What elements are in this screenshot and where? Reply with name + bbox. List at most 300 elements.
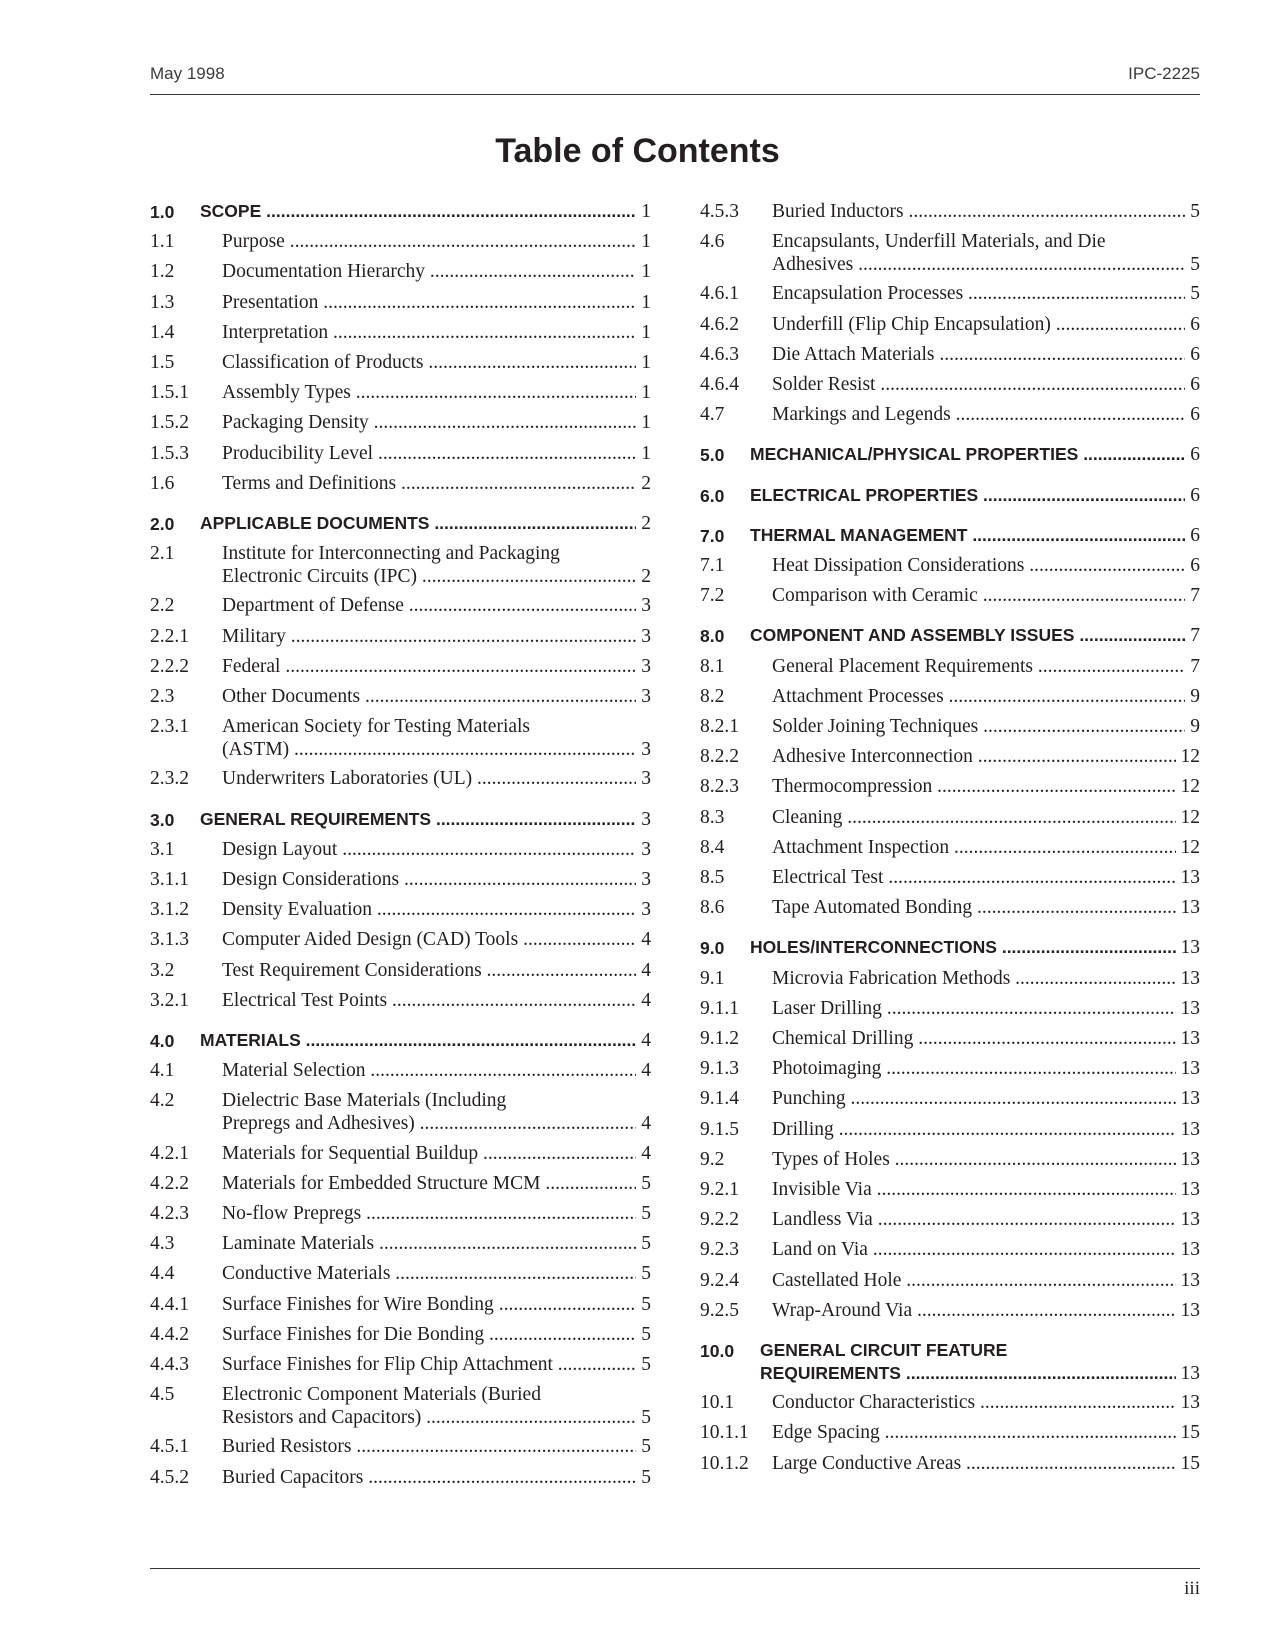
toc-entry-title: ELECTRICAL PROPERTIES ..... bbox=[750, 484, 1185, 507]
toc-entry-page: 9 bbox=[1190, 685, 1200, 707]
toc-entry-page: 1 bbox=[641, 261, 651, 283]
toc-entry-title: Surface Finishes for Wire Bonding ..... bbox=[222, 1293, 636, 1316]
toc-entry[interactable] bbox=[150, 1466, 651, 1489]
toc-entry[interactable] bbox=[150, 1232, 651, 1255]
toc-entry-page: 13 bbox=[1180, 1179, 1200, 1200]
toc-entry-page: 13 bbox=[1180, 1299, 1200, 1321]
toc-entry-title: Laser Drilling ..... bbox=[772, 997, 1176, 1020]
toc-entry-page: 13 bbox=[1180, 1028, 1200, 1049]
toc-entry[interactable] bbox=[700, 866, 1200, 889]
toc-entry[interactable] bbox=[150, 230, 651, 253]
toc-entry-number: 4.2.2 bbox=[150, 1172, 189, 1194]
toc-entry-page: 3 bbox=[641, 655, 651, 677]
toc-entry-title: Die Attach Materials ..... bbox=[772, 343, 1185, 366]
toc-entry[interactable] bbox=[700, 745, 1200, 768]
toc-entry-page: 5 bbox=[641, 1407, 651, 1429]
page-title: Table of Contents bbox=[495, 132, 780, 170]
toc-entry[interactable] bbox=[700, 1148, 1200, 1171]
toc-entry-page: 5 bbox=[641, 1323, 651, 1345]
toc-entry[interactable] bbox=[150, 1293, 651, 1316]
toc-entry-page: 4 bbox=[641, 989, 651, 1011]
toc-entry-title: Large Conductive Areas ..... bbox=[772, 1452, 1176, 1475]
toc-entry-title bbox=[222, 715, 636, 761]
toc-entry[interactable] bbox=[700, 1178, 1200, 1201]
toc-entry-number: 2.0 bbox=[150, 514, 175, 534]
toc-entry[interactable] bbox=[150, 594, 651, 617]
toc-entry-number: 4.0 bbox=[150, 1031, 175, 1051]
toc-entry-title: APPLICABLE DOCUMENTS ..... bbox=[200, 512, 636, 535]
toc-entry-page: 4 bbox=[641, 1030, 651, 1051]
toc-entry[interactable] bbox=[700, 655, 1200, 678]
toc-entry[interactable] bbox=[150, 1142, 651, 1165]
toc-entry-page: 6 bbox=[1190, 313, 1200, 335]
toc-entry-title bbox=[772, 230, 1185, 276]
toc-entry[interactable] bbox=[150, 321, 651, 344]
toc-entry-title-line: Adhesives ..... bbox=[772, 253, 1185, 276]
toc-entry-number: 9.1.5 bbox=[700, 1118, 739, 1140]
toc-entry[interactable] bbox=[700, 1238, 1200, 1261]
toc-entry-number: 2.2.1 bbox=[150, 625, 189, 647]
toc-entry-page: 1 bbox=[641, 321, 651, 343]
toc-entry-number: 2.1 bbox=[150, 543, 175, 565]
toc-entry[interactable] bbox=[150, 381, 651, 404]
toc-entry-title: Documentation Hierarchy ..... bbox=[222, 260, 636, 283]
toc-entry-page: 13 bbox=[1180, 897, 1200, 919]
toc-entry-page: 13 bbox=[1180, 1058, 1200, 1080]
header-rule bbox=[150, 94, 1200, 95]
toc-entry[interactable] bbox=[150, 542, 651, 588]
toc-section-heading[interactable] bbox=[150, 200, 651, 223]
toc-entry[interactable] bbox=[150, 291, 651, 314]
toc-entry-title: Buried Resistors ..... bbox=[222, 1435, 636, 1458]
toc-entry[interactable] bbox=[150, 625, 651, 648]
toc-entry-title: Microvia Fabrication Methods ..... bbox=[772, 967, 1176, 990]
toc-entry[interactable] bbox=[700, 403, 1200, 426]
toc-entry-number: 6.0 bbox=[700, 485, 725, 506]
toc-entry-number: 9.1 bbox=[700, 967, 725, 989]
toc-entry-page: 5 bbox=[1190, 201, 1200, 222]
toc-entry-number: 9.2.4 bbox=[700, 1269, 739, 1291]
toc-entry-page: 13 bbox=[1180, 1392, 1200, 1414]
toc-entry-page: 1 bbox=[641, 442, 651, 464]
toc-entry-number: 4.6.1 bbox=[700, 283, 739, 305]
toc-entry-number: 8.4 bbox=[700, 836, 725, 858]
toc-entry-number: 3.1.2 bbox=[150, 899, 189, 921]
toc-entry-title: Adhesive Interconnection ..... bbox=[772, 745, 1176, 768]
header-date: May 1998 bbox=[150, 64, 225, 83]
toc-entry-number: 8.2.1 bbox=[700, 716, 739, 737]
toc-entry-number: 4.4.1 bbox=[150, 1293, 189, 1315]
toc-entry[interactable] bbox=[700, 1087, 1200, 1110]
toc-entry-page: 4 bbox=[641, 1142, 651, 1164]
toc-entry-page: 5 bbox=[641, 1263, 651, 1285]
toc-entry-page: 5 bbox=[641, 1172, 651, 1194]
toc-entry-title: Underwriters Laboratories (UL) ..... bbox=[222, 767, 636, 790]
toc-entry-page: 5 bbox=[641, 1203, 651, 1224]
toc-entry-title: General Placement Requirements ..... bbox=[772, 655, 1185, 678]
toc-entry[interactable] bbox=[700, 200, 1200, 223]
toc-entry[interactable] bbox=[150, 989, 651, 1012]
toc-entry-title: Solder Resist ..... bbox=[772, 373, 1185, 396]
toc-entry-number: 8.5 bbox=[700, 867, 725, 888]
toc-entry-title bbox=[222, 1089, 636, 1135]
toc-entry-title: Assembly Types ..... bbox=[222, 381, 636, 404]
toc-entry[interactable] bbox=[700, 1208, 1200, 1231]
toc-entry-number: 9.0 bbox=[700, 938, 725, 959]
toc-entry-number: 10.1.2 bbox=[700, 1452, 749, 1474]
toc-entry-page: 1 bbox=[641, 291, 651, 313]
toc-entry-title: Packaging Density ..... bbox=[222, 411, 636, 434]
toc-entry-title: Attachment Processes ..... bbox=[772, 685, 1185, 708]
toc-entry[interactable] bbox=[700, 1421, 1200, 1444]
toc-entry-page: 13 bbox=[1180, 867, 1200, 888]
toc-entry-page: 15 bbox=[1180, 1452, 1200, 1474]
toc-entry-number: 9.2 bbox=[700, 1148, 725, 1170]
toc-entry-number: 8.0 bbox=[700, 626, 725, 647]
toc-entry-title: Terms and Definitions ..... bbox=[222, 472, 636, 495]
toc-entry-title: Materials for Sequential Buildup ..... bbox=[222, 1142, 636, 1165]
toc-entry[interactable] bbox=[150, 1059, 651, 1082]
toc-entry-title: Tape Automated Bonding ..... bbox=[772, 896, 1176, 919]
toc-entry[interactable] bbox=[150, 959, 651, 982]
toc-section-heading[interactable] bbox=[700, 443, 1200, 466]
toc-entry-number: 1.6 bbox=[150, 472, 175, 494]
toc-entry-title: MECHANICAL/PHYSICAL PROPERTIES ..... bbox=[750, 443, 1185, 466]
toc-entry-title: Computer Aided Design (CAD) Tools ..... bbox=[222, 928, 636, 951]
toc-entry-page: 3 bbox=[641, 739, 651, 761]
toc-section-heading[interactable] bbox=[150, 1029, 651, 1052]
toc-entry-title: Surface Finishes for Flip Chip Attachment ..... bbox=[222, 1353, 636, 1376]
toc-entry-page: 12 bbox=[1180, 746, 1200, 768]
toc-entry-title: Heat Dissipation Considerations ..... bbox=[772, 554, 1185, 577]
toc-entry[interactable] bbox=[700, 554, 1200, 577]
toc-entry[interactable] bbox=[150, 1383, 651, 1429]
toc-entry-title: SCOPE ..... bbox=[200, 200, 636, 223]
toc-entry[interactable] bbox=[150, 868, 651, 891]
toc-entry-title: Solder Joining Techniques ..... bbox=[772, 715, 1185, 738]
toc-entry[interactable] bbox=[150, 1262, 651, 1285]
toc-entry-number: 9.2.5 bbox=[700, 1299, 739, 1321]
toc-section-heading[interactable] bbox=[700, 524, 1200, 547]
toc-entry-page: 6 bbox=[1190, 343, 1200, 365]
toc-entry[interactable] bbox=[700, 806, 1200, 829]
toc-entry-page: 5 bbox=[641, 1466, 651, 1488]
toc-entry-title: Material Selection ..... bbox=[222, 1059, 636, 1082]
toc-entry-title: Drilling ..... bbox=[772, 1118, 1176, 1141]
toc-entry-title: Materials for Embedded Structure MCM ..... bbox=[222, 1172, 636, 1195]
toc-entry-number: 9.1.2 bbox=[700, 1028, 739, 1049]
toc-entry-title: Cleaning ..... bbox=[772, 806, 1176, 829]
toc-entry-title-line: American Society for Testing Materials bbox=[222, 716, 531, 738]
toc-entry-title: Attachment Inspection ..... bbox=[772, 836, 1176, 859]
toc-entry-page: 4 bbox=[641, 959, 651, 981]
toc-entry[interactable] bbox=[700, 584, 1200, 607]
toc-entry-page: 5 bbox=[641, 1436, 651, 1458]
toc-entry-page: 3 bbox=[641, 899, 651, 921]
toc-entry-title: Department of Defense ..... bbox=[222, 594, 636, 617]
toc-entry-page: 6 bbox=[1190, 555, 1200, 576]
toc-entry-title: Test Requirement Considerations ..... bbox=[222, 959, 636, 982]
toc-entry-page: 7 bbox=[1190, 625, 1200, 647]
toc-entry-number: 7.2 bbox=[700, 585, 725, 607]
toc-entry-number: 4.1 bbox=[150, 1060, 175, 1082]
toc-entry[interactable] bbox=[150, 1089, 651, 1135]
toc-entry-title: Buried Inductors ..... bbox=[772, 200, 1185, 223]
toc-entry-number: 5.0 bbox=[700, 445, 725, 466]
toc-entry-number: 1.3 bbox=[150, 291, 175, 313]
toc-entry-page: 1 bbox=[641, 412, 651, 434]
toc-entry-number: 4.4 bbox=[150, 1263, 175, 1285]
toc-entry-page: 3 bbox=[641, 808, 651, 830]
toc-entry-page: 2 bbox=[641, 513, 651, 534]
toc-entry-title: Design Considerations ..... bbox=[222, 868, 636, 891]
toc-entry-number: 3.2 bbox=[150, 959, 175, 981]
toc-entry[interactable] bbox=[700, 1269, 1200, 1292]
toc-entry[interactable] bbox=[700, 373, 1200, 396]
toc-entry[interactable] bbox=[150, 928, 651, 951]
toc-entry-title: Interpretation ..... bbox=[222, 321, 636, 344]
toc-entry-page: 3 bbox=[641, 869, 651, 890]
toc-entry-title-line: Electronic Circuits (IPC) ..... bbox=[222, 565, 636, 588]
toc-entry-page: 7 bbox=[1190, 655, 1200, 677]
toc-entry-number: 4.5.1 bbox=[150, 1436, 189, 1458]
toc-entry-title: GENERAL REQUIREMENTS ..... bbox=[200, 808, 636, 831]
toc-entry-number: 2.3.1 bbox=[150, 716, 189, 738]
toc-entry-page: 15 bbox=[1180, 1422, 1200, 1444]
toc-entry-title: Buried Capacitors ..... bbox=[222, 1466, 636, 1489]
toc-entry-number: 2.3 bbox=[150, 686, 175, 707]
toc-entry-page: 5 bbox=[641, 1354, 651, 1375]
toc-entry-page: 3 bbox=[641, 595, 651, 617]
toc-section-heading[interactable] bbox=[150, 512, 651, 535]
toc-section-heading[interactable] bbox=[700, 484, 1200, 507]
toc-entry[interactable] bbox=[150, 767, 651, 790]
toc-entry-page: 13 bbox=[1180, 1148, 1200, 1170]
toc-entry-page: 6 bbox=[1190, 524, 1200, 546]
toc-entry-title: Laminate Materials ..... bbox=[222, 1232, 636, 1255]
toc-entry-number: 1.4 bbox=[150, 321, 175, 343]
toc-entry[interactable] bbox=[150, 351, 651, 374]
toc-entry-page: 6 bbox=[1190, 374, 1200, 395]
toc-entry-number: 2.2 bbox=[150, 595, 175, 617]
toc-entry-title: Conductive Materials ..... bbox=[222, 1262, 636, 1285]
toc-entry-title: Land on Via ..... bbox=[772, 1238, 1176, 1261]
toc-entry-number: 3.1 bbox=[150, 838, 175, 860]
toc-entry-number: 2.2.2 bbox=[150, 655, 189, 677]
toc-entry[interactable] bbox=[700, 775, 1200, 798]
toc-entry-page: 5 bbox=[641, 1233, 651, 1255]
toc-entry-title-line: Electronic Component Materials (Buried bbox=[222, 1384, 541, 1406]
toc-section-heading[interactable] bbox=[700, 624, 1200, 647]
toc-entry[interactable] bbox=[150, 685, 651, 708]
toc-entry-page: 13 bbox=[1180, 1209, 1200, 1231]
toc-entry-number: 8.2.3 bbox=[700, 776, 739, 798]
toc-entry[interactable] bbox=[700, 1027, 1200, 1050]
toc-entry-page: 5 bbox=[1190, 283, 1200, 305]
toc-entry-title: Military ..... bbox=[222, 625, 636, 648]
toc-entry-number: 4.2 bbox=[150, 1090, 175, 1112]
toc-entry-number: 4.2.1 bbox=[150, 1142, 189, 1164]
toc-entry-number: 4.4.3 bbox=[150, 1354, 189, 1375]
toc-entry-title-line: Dielectric Base Materials (Including bbox=[222, 1090, 507, 1112]
toc-entry-number: 4.5 bbox=[150, 1384, 175, 1406]
toc-entry-title-line: Encapsulants, Underfill Materials, and Die bbox=[772, 231, 1106, 253]
toc-entry[interactable] bbox=[150, 1353, 651, 1376]
toc-entry[interactable] bbox=[700, 967, 1200, 990]
toc-entry-number: 1.5.2 bbox=[150, 412, 189, 434]
toc-entry-title bbox=[760, 1339, 1176, 1385]
toc-entry-title: Purpose ..... bbox=[222, 230, 636, 253]
toc-entry-page: 7 bbox=[1190, 585, 1200, 607]
toc-entry-page: 2 bbox=[641, 566, 651, 588]
toc-entry-title: Thermocompression ..... bbox=[772, 775, 1176, 798]
toc-entry-title: Markings and Legends ..... bbox=[772, 403, 1185, 426]
toc-entry-title: Punching ..... bbox=[772, 1087, 1176, 1110]
toc-entry[interactable] bbox=[700, 715, 1200, 738]
toc-entry-title: Encapsulation Processes ..... bbox=[772, 282, 1185, 305]
toc-entry-number: 3.0 bbox=[150, 809, 175, 830]
toc-entry-title: Surface Finishes for Die Bonding ..... bbox=[222, 1323, 636, 1346]
toc-entry-page: 4 bbox=[641, 929, 651, 951]
toc-entry[interactable] bbox=[150, 260, 651, 283]
toc-entry[interactable] bbox=[700, 343, 1200, 366]
toc-entry-page: 5 bbox=[1190, 254, 1200, 276]
toc-entry-title: Underfill (Flip Chip Encapsulation) ..... bbox=[772, 313, 1185, 336]
toc-entry-number: 4.6.4 bbox=[700, 374, 739, 395]
toc-entry[interactable] bbox=[150, 1202, 651, 1225]
toc-entry-number: 7.0 bbox=[700, 525, 725, 546]
toc-entry-title: Electrical Test Points ..... bbox=[222, 989, 636, 1012]
toc-entry-title-line: (ASTM) ..... bbox=[222, 738, 636, 761]
toc-entry-number: 10.1 bbox=[700, 1392, 735, 1414]
toc-entry-number: 9.1.4 bbox=[700, 1088, 739, 1110]
toc-entry[interactable] bbox=[150, 715, 651, 761]
toc-entry-page: 13 bbox=[1180, 1269, 1200, 1291]
toc-entry-title-line: GENERAL CIRCUIT FEATURE bbox=[760, 1340, 1008, 1360]
toc-entry-page: 13 bbox=[1180, 1088, 1200, 1110]
toc-entry-number: 10.1.1 bbox=[700, 1422, 749, 1444]
toc-entry-number: 4.6.2 bbox=[700, 313, 739, 335]
toc-entry[interactable] bbox=[700, 1118, 1200, 1141]
toc-entry-title: Invisible Via ..... bbox=[772, 1178, 1176, 1201]
toc-entry-number: 7.1 bbox=[700, 555, 725, 576]
toc-entry[interactable] bbox=[150, 1323, 651, 1346]
toc-entry-title: Comparison with Ceramic ..... bbox=[772, 584, 1185, 607]
toc-entry-number: 4.3 bbox=[150, 1233, 175, 1255]
toc-entry[interactable] bbox=[150, 1172, 651, 1195]
toc-entry-number: 9.1.3 bbox=[700, 1058, 739, 1080]
toc-entry[interactable] bbox=[150, 442, 651, 465]
toc-entry-number: 8.1 bbox=[700, 655, 725, 677]
toc-entry-page: 4 bbox=[641, 1113, 651, 1135]
toc-entry-page: 1 bbox=[641, 231, 651, 253]
toc-entry-page: 3 bbox=[641, 625, 651, 647]
toc-entry-title: Presentation ..... bbox=[222, 291, 636, 314]
toc-entry-page: 13 bbox=[1180, 967, 1200, 989]
toc-entry-number: 9.2.1 bbox=[700, 1179, 739, 1200]
toc-entry-number: 4.4.2 bbox=[150, 1323, 189, 1345]
toc-entry-number: 9.1.1 bbox=[700, 997, 739, 1019]
toc-entry-page: 9 bbox=[1190, 716, 1200, 737]
toc-entry-page: 13 bbox=[1180, 997, 1200, 1019]
toc-section-heading[interactable] bbox=[150, 808, 651, 831]
toc-entry-number: 4.7 bbox=[700, 404, 725, 426]
toc-entry[interactable] bbox=[150, 411, 651, 434]
toc-section-heading[interactable] bbox=[700, 936, 1200, 959]
toc-entry[interactable] bbox=[150, 472, 651, 495]
toc-entry-number: 3.2.1 bbox=[150, 989, 189, 1011]
toc-entry-page: 13 bbox=[1180, 1363, 1200, 1384]
toc-entry-title: COMPONENT AND ASSEMBLY ISSUES ..... bbox=[750, 624, 1185, 647]
toc-entry-title: Density Evaluation ..... bbox=[222, 898, 636, 921]
toc-entry-number: 8.3 bbox=[700, 806, 725, 828]
toc-entry-title: Chemical Drilling ..... bbox=[772, 1027, 1176, 1050]
toc-entry-page: 5 bbox=[641, 1293, 651, 1315]
toc-entry[interactable] bbox=[700, 896, 1200, 919]
toc-entry-number: 8.2 bbox=[700, 685, 725, 707]
toc-entry[interactable] bbox=[700, 685, 1200, 708]
toc-entry-title: Electrical Test ..... bbox=[772, 866, 1176, 889]
toc-entry-number: 1.5 bbox=[150, 352, 175, 373]
toc-entry-title-line: REQUIREMENTS ..... bbox=[760, 1362, 1176, 1385]
toc-entry-number: 4.5.3 bbox=[700, 201, 739, 222]
toc-entry-number: 1.2 bbox=[150, 261, 175, 283]
toc-entry[interactable] bbox=[700, 313, 1200, 336]
toc-entry-number: 2.3.2 bbox=[150, 768, 189, 790]
toc-entry[interactable] bbox=[700, 1299, 1200, 1322]
toc-entry[interactable] bbox=[700, 1391, 1200, 1414]
header-document-id: IPC-2225 bbox=[1128, 64, 1200, 83]
toc-entry-page: 1 bbox=[641, 382, 651, 404]
toc-entry-title: HOLES/INTERCONNECTIONS ..... bbox=[750, 936, 1176, 959]
toc-entry-page: 2 bbox=[641, 472, 651, 494]
toc-entry-title: Types of Holes ..... bbox=[772, 1148, 1176, 1171]
toc-entry-page: 1 bbox=[641, 201, 651, 222]
toc-entry[interactable] bbox=[700, 1057, 1200, 1080]
toc-entry-title-line: Prepregs and Adhesives) ..... bbox=[222, 1112, 636, 1135]
toc-entry-number: 3.1.1 bbox=[150, 869, 189, 890]
toc-entry-page: 3 bbox=[641, 686, 651, 707]
toc-entry-page: 12 bbox=[1180, 806, 1200, 828]
toc-entry-number: 8.6 bbox=[700, 897, 725, 919]
toc-entry-page: 13 bbox=[1180, 1239, 1200, 1261]
toc-entry-title: Landless Via ..... bbox=[772, 1208, 1176, 1231]
toc-entry-page: 6 bbox=[1190, 404, 1200, 426]
toc-entry[interactable] bbox=[700, 836, 1200, 859]
toc-entry[interactable] bbox=[150, 655, 651, 678]
toc-entry-title bbox=[222, 1383, 636, 1429]
toc-entry-title: Wrap-Around Via ..... bbox=[772, 1299, 1176, 1322]
toc-entry-title: Castellated Hole ..... bbox=[772, 1269, 1176, 1292]
toc-entry-title: Conductor Characteristics ..... bbox=[772, 1391, 1176, 1414]
toc-entry-number: 1.5.3 bbox=[150, 442, 189, 464]
toc-entry-title-line: Resistors and Capacitors) ..... bbox=[222, 1406, 636, 1429]
toc-entry[interactable] bbox=[150, 838, 651, 861]
toc-entry-title: No-flow Prepregs ..... bbox=[222, 1202, 636, 1225]
toc-entry[interactable] bbox=[150, 1435, 651, 1458]
toc-entry-number: 8.2.2 bbox=[700, 746, 739, 768]
footer-rule bbox=[150, 1568, 1200, 1569]
toc-entry-number: 9.2.3 bbox=[700, 1239, 739, 1261]
toc-section-heading[interactable] bbox=[700, 1339, 1200, 1385]
toc-entry[interactable] bbox=[700, 282, 1200, 305]
toc-entry[interactable] bbox=[150, 898, 651, 921]
toc-entry[interactable] bbox=[700, 1452, 1200, 1475]
toc-entry-page: 4 bbox=[641, 1060, 651, 1082]
toc-entry-title: Photoimaging ..... bbox=[772, 1057, 1176, 1080]
toc-entry[interactable] bbox=[700, 230, 1200, 276]
toc-entry[interactable] bbox=[700, 997, 1200, 1020]
